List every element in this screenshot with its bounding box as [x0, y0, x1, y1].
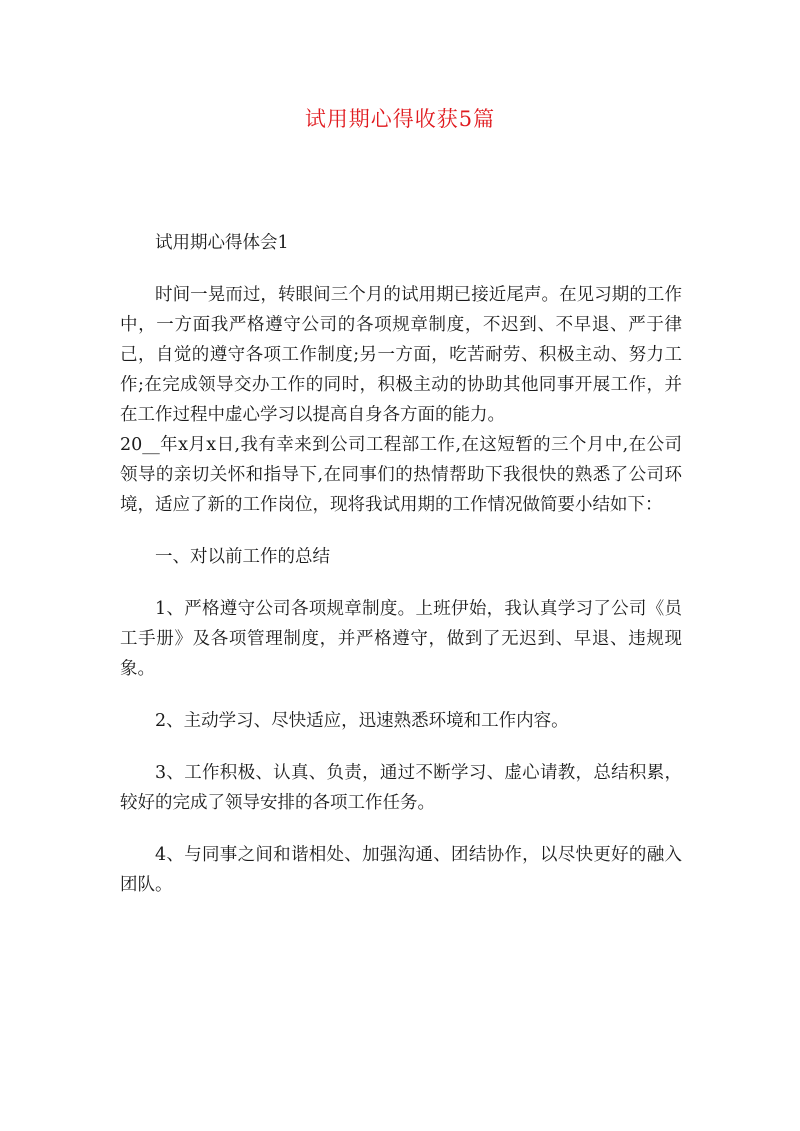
list-item-4: 4、与同事之间和谐相处、加强沟通、团结协作，以尽快更好的融入团队。 [120, 845, 682, 895]
list-item-1: 1、严格遵守公司各项规章制度。上班伊始，我认真学习了公司《员工手册》及各项管理制度，并严格遵守，做到了无迟到、早退、违规现象。 [120, 599, 682, 679]
document-body [120, 228, 682, 922]
paragraph-intro: 时间一晃而过，转眼间三个月的试用期已接近尾声。在见习期的工作中，一方面我严格遵守公司的各项规章制度，不迟到、不早退、严于律己，自觉的遵守各项工作制度;另一方面，吃苦耐劳、积极主动、努力工作;在完成领导交办工作的同时，积极主动的协助其他同事开展工作，并在工作过程中虚心学习以提高自身各方面的能力。 [120, 285, 682, 425]
paragraph-arrival: 20__年x月x日,我有幸来到公司工程部工作,在这短暂的三个月中,在公司领导的亲切关怀和指导下,在同事们的热情帮助下我很快的熟悉了公司环境，适应了新的工作岗位，现将我试用期的工作情况做简要小结如下： [120, 435, 682, 515]
list-item-2: 2、主动学习、尽快适应，迅速熟悉环境和工作内容。 [155, 711, 569, 731]
section-heading: 试用期心得体会1 [155, 233, 289, 253]
document-title: 试用期心得收获5篇 [304, 107, 496, 131]
subsection-heading: 一、对以前工作的总结 [155, 547, 330, 567]
list-item-3: 3、工作积极、认真、负责，通过不断学习、虚心请教，总结积累，较好的完成了领导安排的各项工作任务。 [120, 763, 682, 813]
